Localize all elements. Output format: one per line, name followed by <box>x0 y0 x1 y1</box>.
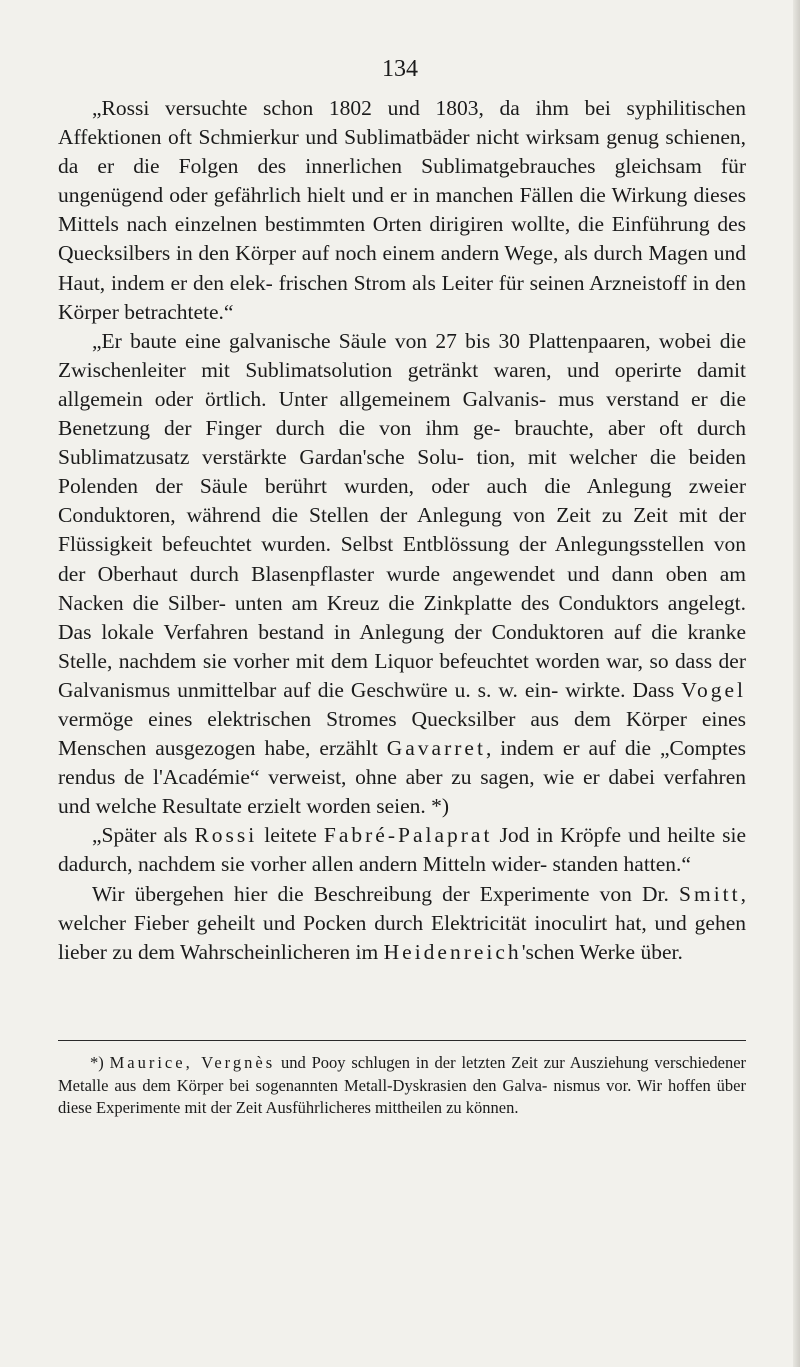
paragraph-vogel-text: vermöge eines elektrischen Stromes Quecksilber aus dem Körper eines Menschen ausgezogen habe, erzählt <box>58 706 746 761</box>
paragraph-experiments-lead: Wir übergehen hier die Beschreibung der Experimente von Dr. <box>92 881 669 906</box>
paragraph-rossi-quote: „Rossi versuchte schon 1802 und 1803, da ihm bei syphilitischen Affektionen oft Schmierkur und Sublimatbäder nicht wirksam genug schienen, da er die Folgen des innerlichen Sublimatgebrauches gleichsam für ungenügend oder gefährlich hielt und er in manchen Fällen die Wirkung dieses Mittels nach einzelnen bestimmten Orten dirigiren wollte, die Einführung des Quecksilbers in den Körper auf noch einem andern Wege, als durch Magen und Haut, indem er den elek- frischen Strom als Leiter für seinen Arzneistoff in den Körper betrachtete.“ <box>58 96 746 324</box>
page-number: 134 <box>382 56 418 82</box>
footnote-text: und Pooy schlugen in der letzten Zeit zur Ausziehung verschiedener Metalle aus dem Körper bei sogenannten Metall-Dyskrasien den Galva- nismus vor. Wir hoffen über diese Experimente mit der Zeit Ausführlicheres mittheilen zu können. <box>58 1053 747 1117</box>
name-vogel: Vogel <box>681 677 747 702</box>
name-heidenreich: Heidenreich <box>383 939 522 964</box>
footnote-divider <box>58 1040 746 1041</box>
paragraph-iodine <box>58 821 746 879</box>
footnote-authors: Maurice, Vergnès <box>109 1053 276 1072</box>
name-smitt: Smitt <box>679 881 741 906</box>
name-fabre-palaprat: Fabré-Palaprat <box>323 823 493 848</box>
paragraph-experiments-text: , welcher Fieber geheilt und Pocken durch Elektricität inoculirt hat, und gehen lieber zu dem Wahrscheinlicheren im <box>58 881 746 964</box>
paragraph-iodine-text: Jod in Kröpfe und heilte sie dadurch, nachdem sie vorher allen andern Mitteln wider- standen hatten.“ <box>58 823 747 877</box>
name-rossi: Rossi <box>194 823 258 848</box>
footnote <box>58 1052 746 1120</box>
paragraph-galvanic-pile <box>58 327 746 822</box>
paragraph-experiments <box>58 880 746 967</box>
footnote-marker: *) <box>90 1053 104 1072</box>
paragraph-iodine-lead: „Später als <box>92 823 188 848</box>
paragraph-galvanic-pile-text: „Er baute eine galvanische Säule von 27 bis 30 Plattenpaaren, wobei die Zwischenleiter mit Sublimatsolution getränkt waren, und operirte damit allgemein oder örtlich. Unter allgemeinem Galvanis- mus verstand er die Benetzung der Finger durch die von ihm ge- brauchte, aber oft durch Sublimatzusatz verstärkte Gardan'sche Solu- tion, mit welcher die beiden Polenden der Säule berührt wurden, oder auch die Anlegung zweier Conduktoren, während die Stellen der Anlegung von Zeit zu Zeit mit der Flüssigkeit befeuchtet wurden. Selbst Entblössung der Anlegungsstellen von der Oberhaut durch Blasenpflaster wurde angewendet und dann oben am Nacken die Silber- unten am Kreuz die Zinkplatte des Conduktors angelegt. Das lokale Verfahren bestand in Anlegung der Conduktoren auf die kranke Stelle, nachdem sie vorher mit dem Liquor befeuchtet worden war, so dass der Galvanismus unmittelbar auf die Geschwüre u. s. w. ein- wirkte. Dass <box>58 328 746 702</box>
paragraph-iodine-verb: leitete <box>264 823 317 848</box>
page-edge-shadow <box>793 0 800 1367</box>
main-text <box>58 94 746 967</box>
paragraph-gavarret-text: , indem er auf die „Comptes rendus de l'Académie“ verweist, ohne aber zu sagen, wie er dabei verfahren und welche Resultate erzielt worden seien. *) <box>58 736 746 819</box>
name-gavarret: Gavarret <box>386 736 486 761</box>
paragraph-experiments-end: 'schen Werke über. <box>521 939 683 964</box>
